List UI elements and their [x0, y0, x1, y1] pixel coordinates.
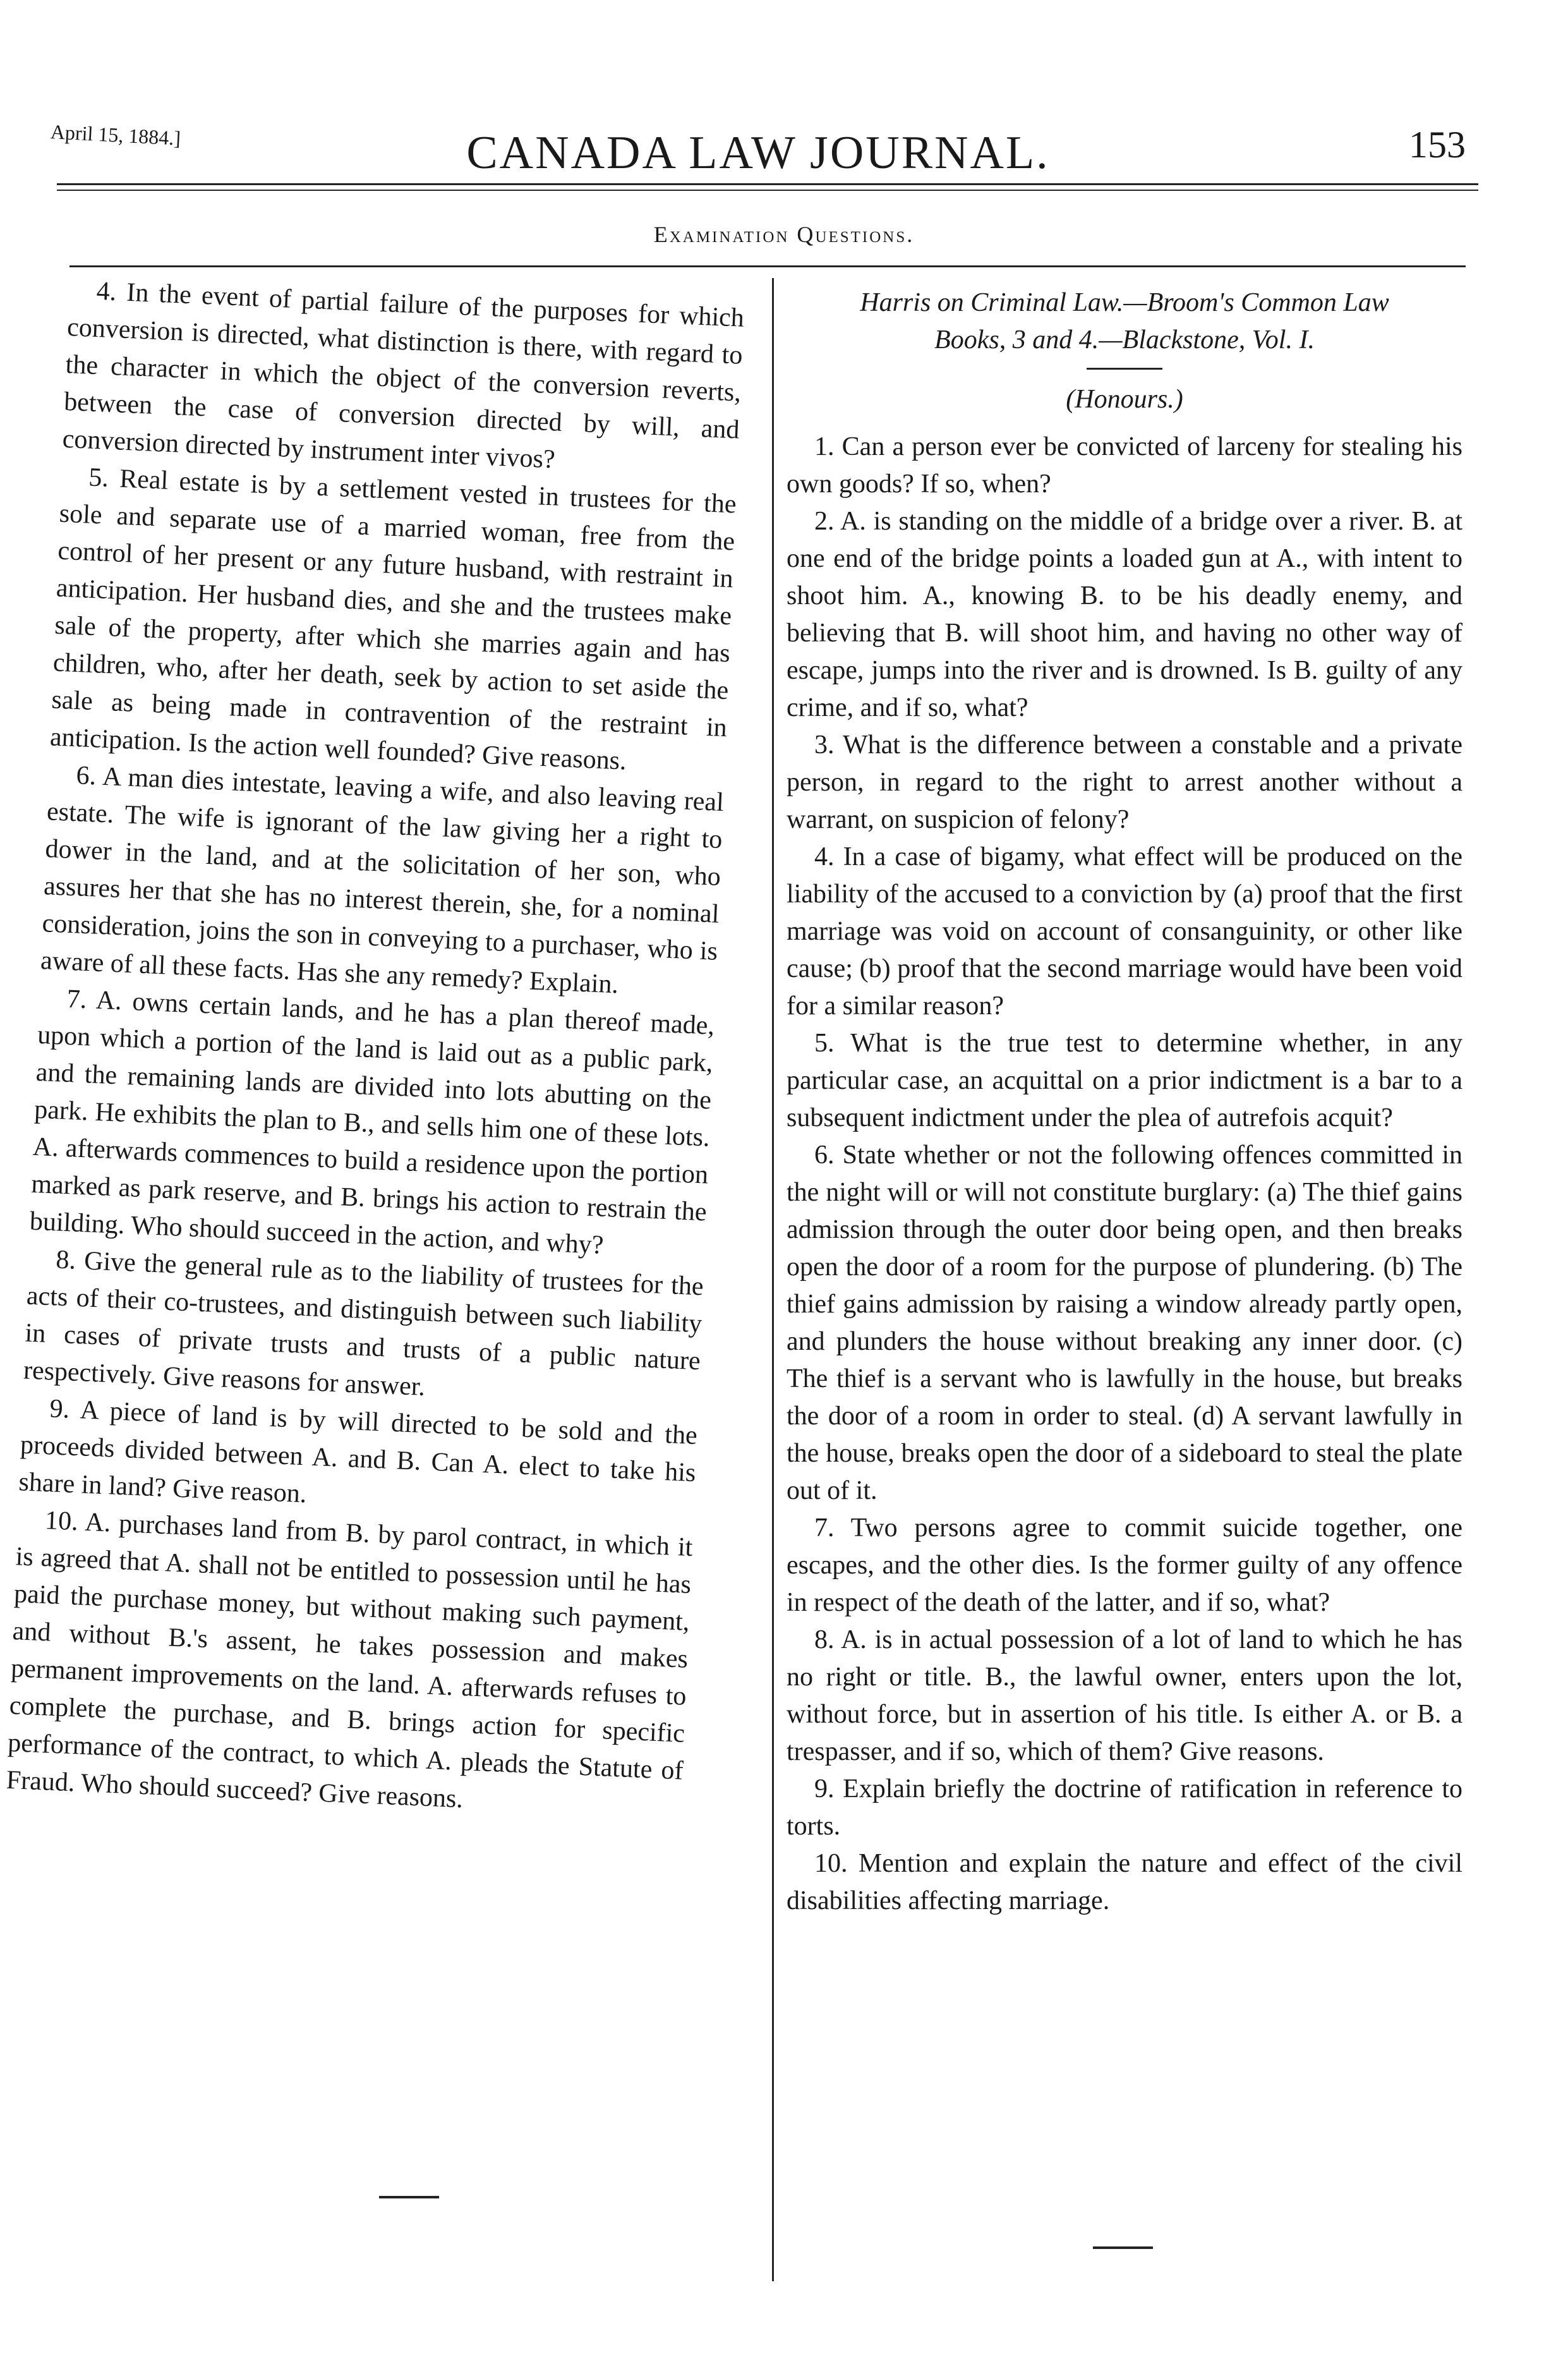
question-right-3: 3. What is the difference between a constable and a private person, in regard to the right to arrest another without a warrant, on suspicion of felony?: [787, 730, 1462, 834]
page-number: 153: [1409, 124, 1466, 166]
column-divider: [772, 278, 774, 2281]
section-rule: [69, 265, 1466, 267]
question-right-9: 9. Explain briefly the doctrine of ratification in reference to torts.: [787, 1774, 1462, 1841]
right-end-rule: [1093, 2246, 1153, 2249]
question-right-1: 1. Can a person ever be convicted of larceny for stealing his own goods? If so, when?: [787, 432, 1462, 499]
question-right-7: 7. Two persons agree to commit suicide together, one escapes, and the other dies. Is the former guilty of any offence in respect of the death of the latter, and if so, what?: [787, 1513, 1462, 1617]
left-column: [6, 272, 745, 1827]
question-left-8: 8. Give the general rule as to the liability of trustees for the acts of their co-trustees, and distinguish between such liability in cases of private trusts and trusts of a public nature respectively. Give reasons for answer.: [23, 1245, 704, 1402]
question-right-5: 5. What is the true test to determine whether, in any particular case, an acquittal on a prior indictment is a bar to a subsequent indictment under the plea of autrefois acquit?: [787, 1029, 1462, 1132]
question-right-6: 6. State whether or not the following offences committed in the night will or will not constitute burglary: (a) The thief gains admission through the outer door being open, and then breaks open the door of a room for the purpose of plundering. (b) The thief gains admission by raising a window already partly open, and plunders the house without breaking any inner door. (c) The thief is a servant who is lawfully in the house, but breaks the door of a room in order to steal. (d) A servant lawfully in the house, breaks open the door of a sideboard to steal the plate out of it.: [787, 1141, 1462, 1505]
question-left-4: 4. In the event of partial failure of the purposes for which conversion is directed, what distinction is there, with regard to the character in which the object of the conversion reverts, between the case of conversion directed by will, and conversion directed by instrument inter vivos?: [61, 276, 745, 475]
references-line-1: Harris on Criminal Law.—Broom's Common Law: [860, 288, 1389, 317]
question-left-9: 9. A piece of land is by will directed to be sold and the proceeds divided between A. and B. Can A. elect to take his share in land? Give reason.: [18, 1394, 698, 1509]
honours-label: (Honours.): [1066, 385, 1183, 414]
journal-title: CANADA LAW JOURNAL.: [466, 127, 1050, 179]
references-line-2: Books, 3 and 4.—Blackstone, Vol. I.: [934, 325, 1315, 355]
references: [787, 284, 1462, 359]
issue-date: April 15, 1884.]: [50, 120, 181, 150]
question-right-4: 4. In a case of bigamy, what effect will be produced on the liability of the accused to a conviction by (a) proof that the first marriage was void on account of consanguinity, or other like cause; (b) proof that the second marriage would have been void for a similar reason?: [787, 842, 1462, 1021]
header-rule-thin: [57, 190, 1478, 191]
right-column: [787, 284, 1462, 1920]
section-heading: Examination Questions.: [653, 222, 915, 247]
question-left-6: 6. A man dies intestate, leaving a wife, and also leaving real estate. The wife is ignorant of the law giving her a right to dower in the land, and at the solicitation of her son, who assures her that she has no interest therein, she, for a nominal consideration, joins the son in conveying to a purchaser, who is aware of all these facts. Has she any remedy? Explain.: [40, 761, 725, 1000]
question-right-8: 8. A. is in actual possession of a lot of land to which he has no right or title. B., the lawful owner, enters upon the lot, without force, but in assertion of his title. Is either A. or B. a trespasser, and if so, which of them? Give reasons.: [787, 1625, 1462, 1766]
short-rule: [1087, 368, 1162, 370]
question-left-5: 5. Real estate is by a settlement vested in trustees for the sole and separate use of a married woman, free from the control of her present or any future husband, with restraint in anticipation. Her husband dies, and she and the trustees make sale of the property, after which she marries again and has children, who, after her death, seek by action to set aside the sale as being made in contravention of the restraint in anticipation. Is the action well founded? Give reasons.: [49, 463, 737, 776]
question-left-7: 7. A. owns certain lands, and he has a plan thereof made, upon which a portion of the land is laid out as a public park, and the remaining lands are divided into lots abutting on the park. He exhibits the plan to B., and sells him one of these lots. A. afterwards commences to build a residence upon the portion marked as park reserve, and B. brings his action to restrain the building. Who should succeed in the action, and why?: [29, 984, 715, 1260]
question-left-10: 10. A. purchases land from B. by parol contract, in which it is agreed that A. shall not be entitled to possession until he has paid the purchase money, but without making such payment, and without B.'s assent, he takes possession and makes permanent improvements on the land. A. afterwards refuses to complete the purchase, and B. brings action for specific performance of the contract, to which A. pleads the Statute of Fraud. Who should succeed? Give reasons.: [5, 1506, 694, 1814]
header-rule-thick: [57, 183, 1478, 185]
question-right-10: 10. Mention and explain the nature and effect of the civil disabilities affecting marriage.: [787, 1849, 1462, 1915]
question-right-2: 2. A. is standing on the middle of a bridge over a river. B. at one end of the bridge points a loaded gun at A., with intent to shoot him. A., knowing B. to be his deadly enemy, and believing that B. will shoot him, and having no other way of escape, jumps into the river and is drowned. Is B. guilty of any crime, and if so, what?: [787, 507, 1462, 722]
left-end-rule: [379, 2196, 439, 2198]
page-header: [51, 95, 1466, 177]
